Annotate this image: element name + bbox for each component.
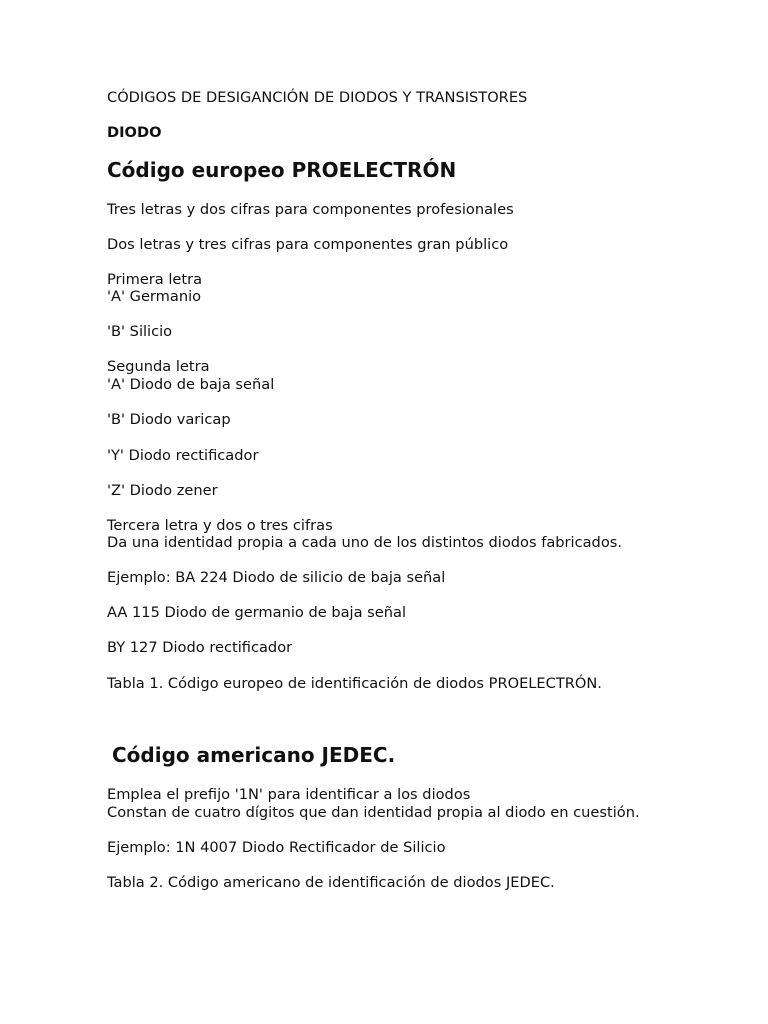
text-line: Primera letra xyxy=(107,271,203,288)
text-line: BY 127 Diodo rectificador xyxy=(107,639,293,656)
heading-american-code: Código americano JEDEC. xyxy=(112,743,396,767)
text-line: Constan de cuatro dígitos que dan identidad propia al diodo en cuestión. xyxy=(107,804,640,821)
table-caption: Tabla 2. Código americano de identificación de diodos JEDEC. xyxy=(107,874,555,891)
text-line: Emplea el prefijo '1N' para identificar a los diodos xyxy=(107,786,471,803)
text-line: 'Z' Diodo zener xyxy=(107,482,218,499)
text-line: 'A' Germanio xyxy=(107,288,202,305)
table-caption: Tabla 1. Código europeo de identificación de diodos PROELECTRÓN. xyxy=(107,675,602,692)
section-label: DIODO xyxy=(107,124,162,141)
text-line: Dos letras y tres cifras para componentes gran público xyxy=(107,236,509,253)
document-title: CÓDIGOS DE DESIGANCIÓN DE DIODOS Y TRANSISTORES xyxy=(107,89,528,106)
text-line: Segunda letra xyxy=(107,358,210,375)
text-line: Tres letras y dos cifras para componentes profesionales xyxy=(107,201,514,218)
text-line: 'B' Silicio xyxy=(107,323,173,340)
text-line: 'A' Diodo de baja señal xyxy=(107,376,275,393)
text-line: AA 115 Diodo de germanio de baja señal xyxy=(107,604,407,621)
text-line: 'B' Diodo varicap xyxy=(107,411,231,428)
text-line: 'Y' Diodo rectificador xyxy=(107,447,259,464)
heading-european-code: Código europeo PROELECTRÓN xyxy=(107,158,457,182)
text-line: Ejemplo: 1N 4007 Diodo Rectificador de Silicio xyxy=(107,839,446,856)
text-line: Da una identidad propia a cada uno de los distintos diodos fabricados. xyxy=(107,534,622,551)
text-line: Tercera letra y dos o tres cifras xyxy=(107,517,333,534)
text-line: Ejemplo: BA 224 Diodo de silicio de baja señal xyxy=(107,569,446,586)
